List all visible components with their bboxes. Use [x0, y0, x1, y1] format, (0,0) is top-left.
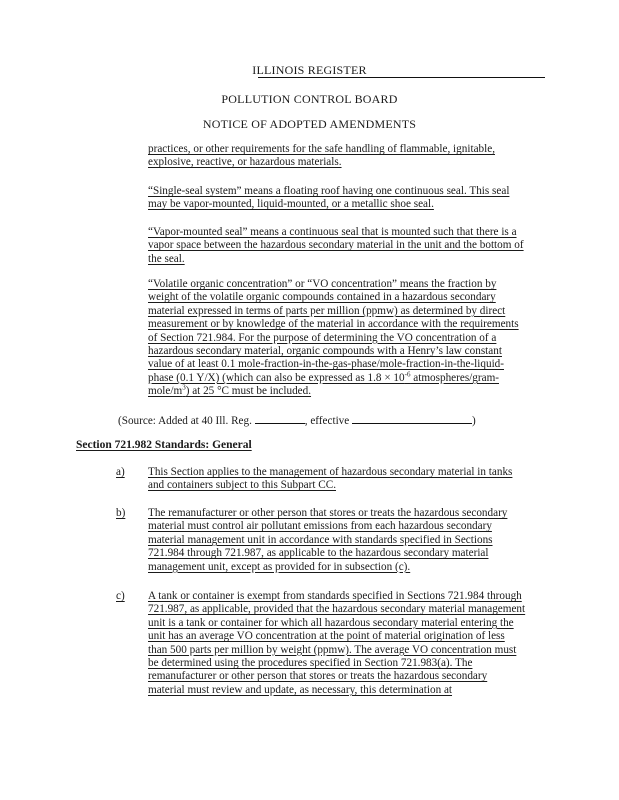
- vo-exponent-2: 3: [182, 383, 186, 392]
- definition-continuation: practices, or other requirements for the safe handling of flammable, ignitable, explosive, reactive, or hazardous materials.: [148, 143, 495, 169]
- item-label-b: b): [116, 507, 126, 519]
- source-suffix: ): [472, 415, 476, 427]
- vo-text-units: atmospheres/gram-mole/m: [148, 371, 499, 398]
- blank-effective-date: [352, 413, 472, 424]
- vo-text-end: ) at 25 °C must be included.: [185, 385, 312, 398]
- source-prefix: (Source: Added at 40 Ill. Reg.: [118, 415, 252, 427]
- header-rule: [258, 77, 545, 78]
- definition-vapor-mounted-seal: “Vapor-mounted seal” means a continuous seal that is mounted such that there is a vapor space between the hazardous secondary material in the unit and the bottom of the seal.: [148, 226, 524, 265]
- vo-text-main: “Volatile organic concentration” or “VO concentration” means the fraction by weight of the volatile organic compounds contained in a hazardous secondary material expressed in terms of parts per million (ppmw) as determined by direct measurement or by knowledge of the material in accordance with the requirements of Section 721.984. For the purpose of determining the VO concentration of a hazardous secondary material, organic compounds with a Henry’s law constant value of at least 0.1 mole-fraction-in-the-gas-phase/mole-fraction-in-the-liquid-phase (0.1 Y/X) (which can also be expressed as 1.8 × 10: [148, 278, 519, 384]
- source-effective: , effective: [304, 415, 350, 427]
- item-label-a: a): [116, 466, 125, 478]
- item-text-b: The remanufacturer or other person that stores or treats the hazardous secondary material must control air pollutant emissions from each hazardous secondary material management unit in accordance with standards specified in Sections 721.984 through 721.987, as applicable to the hazardous secondary material management unit, except as provided for in subsection (c).: [148, 507, 508, 573]
- blank-register-page: [255, 413, 305, 424]
- item-text-c: A tank or container is exempt from standards specified in Sections 721.984 through 721.987, as applicable, provided that the hazardous secondary material management unit is a tank or container for which all hazardous secondary material entering the unit has an average VO concentration at the point of material origination of less than 500 parts per million by weight (ppmw). The average VO concentration must be determined using the procedures specified in Section 721.983(a). The remanufacturer or other person that stores or treats the hazardous secondary material must review and update, as necessary, this determination at: [148, 590, 526, 696]
- definition-single-seal: “Single-seal system” means a floating roof having one continuous seal. This seal may be vapor-mounted, liquid-mounted, or a metallic shoe seal.: [148, 185, 510, 211]
- definition-vo-concentration: [148, 278, 526, 399]
- section-heading: Section 721.982 Standards: General: [76, 439, 252, 451]
- item-text-a: This Section applies to the management of hazardous secondary material in tanks and containers subject to this Subpart CC.: [148, 466, 513, 492]
- item-label-c: c): [116, 590, 125, 602]
- source-note: [118, 413, 476, 428]
- register-title: ILLINOIS REGISTER: [252, 63, 367, 77]
- board-title: POLLUTION CONTROL BOARD: [221, 92, 398, 106]
- notice-title: NOTICE OF ADOPTED AMENDMENTS: [202, 117, 417, 131]
- vo-exponent-1: -6: [404, 370, 411, 379]
